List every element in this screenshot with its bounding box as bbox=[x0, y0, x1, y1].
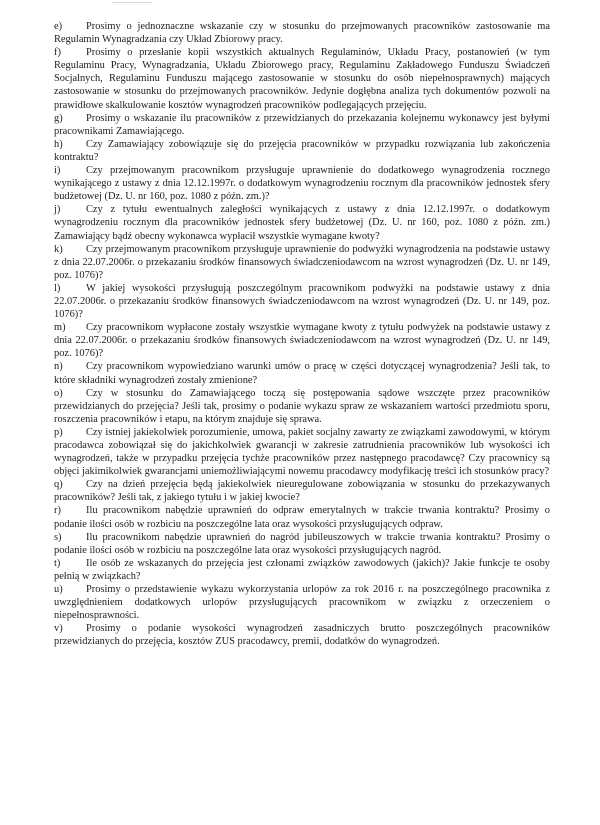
item-letter: n) bbox=[54, 361, 63, 373]
item-text: Ile osób ze wskazanych do przejęcia jest członami związków zawodowych (jakich)? Jakie funkcje te osoby pełnią w związkach? bbox=[54, 557, 550, 582]
item-text: Czy Zamawiający zobowiązuje się do przejęcia pracowników w przypadku rozwiązania lub zakończenia kontraktu? bbox=[54, 138, 550, 163]
item-r bbox=[54, 504, 550, 530]
item-text: Prosimy o przedstawienie wykazu wykorzystania urlopów za rok 2016 r. na poszczególnego pracownika z uwzględnieniem dodatkowych urlopów przysługujących pracownikom w związku z orzeczeniem o niepełnosprawności. bbox=[54, 584, 550, 622]
item-g bbox=[54, 112, 550, 138]
item-text: Ilu pracownikom nabędzie uprawnień do nagród jubileuszowych w trakcie trwania kontraktu? Prosimy o podanie ilości osób w rozbiciu na poszczególne lata oraz wysokości przysługujących nagród. bbox=[54, 531, 550, 556]
item-t bbox=[54, 557, 550, 583]
item-n bbox=[54, 360, 550, 386]
item-text: Czy w stosunku do Zamawiającego toczą się postępowania sądowe wszczęte przez pracowników przewidzianych do przejęcia? Jeśli tak, prosimy o podanie wykazu spraw ze wskazaniem wartości przedmiotu sporu, roszczenia pracowników i etapu, na którym znajduje się sprawa. bbox=[54, 387, 550, 425]
item-text: Czy na dzień przejęcia będą jakiekolwiek nieuregulowane zobowiązania w stosunku do przekazywanych pracowników? Jeśli tak, z jakiego tytułu i w jakiej kwocie? bbox=[54, 479, 550, 504]
item-o bbox=[54, 387, 550, 426]
item-text: Czy pracownikom wypłacone zostały wszystkie wymagane kwoty z tytułu podwyżek na podstawie ustawy z dnia 22.07.2006r. o przekazaniu środków finansowych świadczeniodawcom na wzrost wynagrodzeń (Dz. U. nr 149, poz. 1076)? bbox=[54, 322, 550, 360]
item-letter: o) bbox=[54, 387, 63, 399]
item-letter: q) bbox=[54, 479, 63, 491]
scan-artifact-line bbox=[112, 2, 152, 3]
item-p bbox=[54, 426, 550, 478]
item-f bbox=[54, 46, 550, 111]
item-letter: j) bbox=[54, 204, 61, 216]
item-letter: i) bbox=[54, 165, 61, 177]
item-i bbox=[54, 164, 550, 203]
item-text: Czy pracownikom wypowiedziano warunki umów o pracę w części dotyczącej wynagrodzenia? Jeśli tak, to które składniki wynagrodzeń zostały zmienione? bbox=[54, 361, 550, 386]
item-text: Prosimy o podanie wysokości wynagrodzeń zasadniczych brutto poszczególnych pracowników przewidzianych do przejęcia, kosztów ZUS pracodawcy, premii, dodatków do wynagrodzeń. bbox=[54, 623, 550, 648]
document-page bbox=[54, 20, 550, 649]
item-letter: h) bbox=[54, 138, 63, 150]
item-letter: u) bbox=[54, 584, 63, 596]
item-letter: g) bbox=[54, 112, 63, 124]
item-text: Czy istniej jakiekolwiek porozumienie, umowa, pakiet socjalny zawarty ze związkami zawodowymi, w którym pracodawca zobowiązał się do jakichkolwiek gwarancji w zakresie zatrudnienia pracowników lub wysokości ich wynagrodzeń, także w przypadku przejęcia tychże pracowników przez następnego pracodawcę? Czy pracownicy są objęci jakimikolwiek gwarancjami uniemożliwiającymi nowemu pracodawcy modyfikację treści ich stosunków pracy? bbox=[54, 426, 550, 478]
item-text: Ilu pracownikom nabędzie uprawnień do odpraw emerytalnych w trakcie trwania kontraktu? Prosimy o podanie ilości osób w rozbiciu na poszczególne lata oraz wysokości przysługujących odpraw. bbox=[54, 505, 550, 530]
item-text: Prosimy o wskazanie ilu pracowników z przewidzianych do przekazania kolejnemu wykonawcy jest byłymi pracownikami Zamawiającego. bbox=[54, 112, 550, 137]
item-j bbox=[54, 203, 550, 242]
item-m bbox=[54, 321, 550, 360]
item-letter: v) bbox=[54, 623, 63, 635]
item-v bbox=[54, 622, 550, 648]
item-text: Prosimy o jednoznaczne wskazanie czy w stosunku do przejmowanych pracowników zastosowanie ma Regulamin Wynagradzania czy Układ Zbiorowy pracy. bbox=[54, 21, 550, 46]
item-text: Prosimy o przesłanie kopii wszystkich aktualnych Regulaminów, Układu Pracy, postanowień (w tym Regulaminu Pracy, Wynagradzania, Układu Zbiorowego pracy, Regulaminu Zakładowego Funduszu Świadczeń Socjalnych, Regulaminu Funduszu mającego zastosowanie w stosunku do osób niepełnosprawnych) mających zastosowanie w stosunku do przejmowanych pracowników. Jedynie dogłębna analiza tych dokumentów pozwoli na prawidłowe skalkulowanie kosztów wynagrodzeń pracowników podlegających przejęciu. bbox=[54, 47, 550, 111]
item-u bbox=[54, 583, 550, 622]
item-q bbox=[54, 478, 550, 504]
item-e bbox=[54, 20, 550, 46]
item-letter: p) bbox=[54, 426, 63, 438]
item-letter: k) bbox=[54, 243, 63, 255]
item-text: Czy z tytułu ewentualnych zaległości wynikających z ustawy z dnia 12.12.1997r. o dodatkowym wynagrodzeniu rocznym dla pracowników jednostek sfery budżetowej (Dz. U. nr 160, poz. 1080 z późn. zm.) Zamawiający bądź obecny wykonawca wypłacił wszystkie wymagane kwoty? bbox=[54, 204, 550, 242]
item-letter: t) bbox=[54, 557, 61, 569]
item-letter: l) bbox=[54, 282, 61, 294]
item-l bbox=[54, 282, 550, 321]
item-text: Czy przejmowanym pracownikom przysługuje uprawnienie do dodatkowego wynagrodzenia rocznego wynikającego z ustawy z dnia 12.12.1997r. o dodatkowym wynagrodzeniu rocznym dla pracowników jednostek sfery budżetowej (Dz. U. nr 160, poz. 1080 z późn. zm.)? bbox=[54, 165, 550, 203]
item-letter: e) bbox=[54, 21, 63, 32]
item-k bbox=[54, 243, 550, 282]
item-letter: m) bbox=[54, 322, 66, 334]
item-text: Czy przejmowanym pracownikom przysługuje uprawnienie do podwyżki wynagrodzenia na podstawie ustawy z dnia 22.07.2006r. o przekazaniu środków finansowych świadczeniodawcom na wzrost wynagrodzeń (Dz. U. nr 149, poz. 1076)? bbox=[54, 243, 550, 281]
item-letter: s) bbox=[54, 531, 62, 543]
item-letter: r) bbox=[54, 505, 61, 517]
item-h bbox=[54, 138, 550, 164]
item-s bbox=[54, 531, 550, 557]
item-text: W jakiej wysokości przysługują poszczególnym pracownikom podwyżki na podstawie ustawy z dnia 22.07.2006r. o przekazaniu środków finansowych świadczeniodawcom na wzrost wynagrodzeń (Dz. U. nr 149, poz. 1076)? bbox=[54, 282, 550, 321]
item-letter: f) bbox=[54, 47, 61, 59]
